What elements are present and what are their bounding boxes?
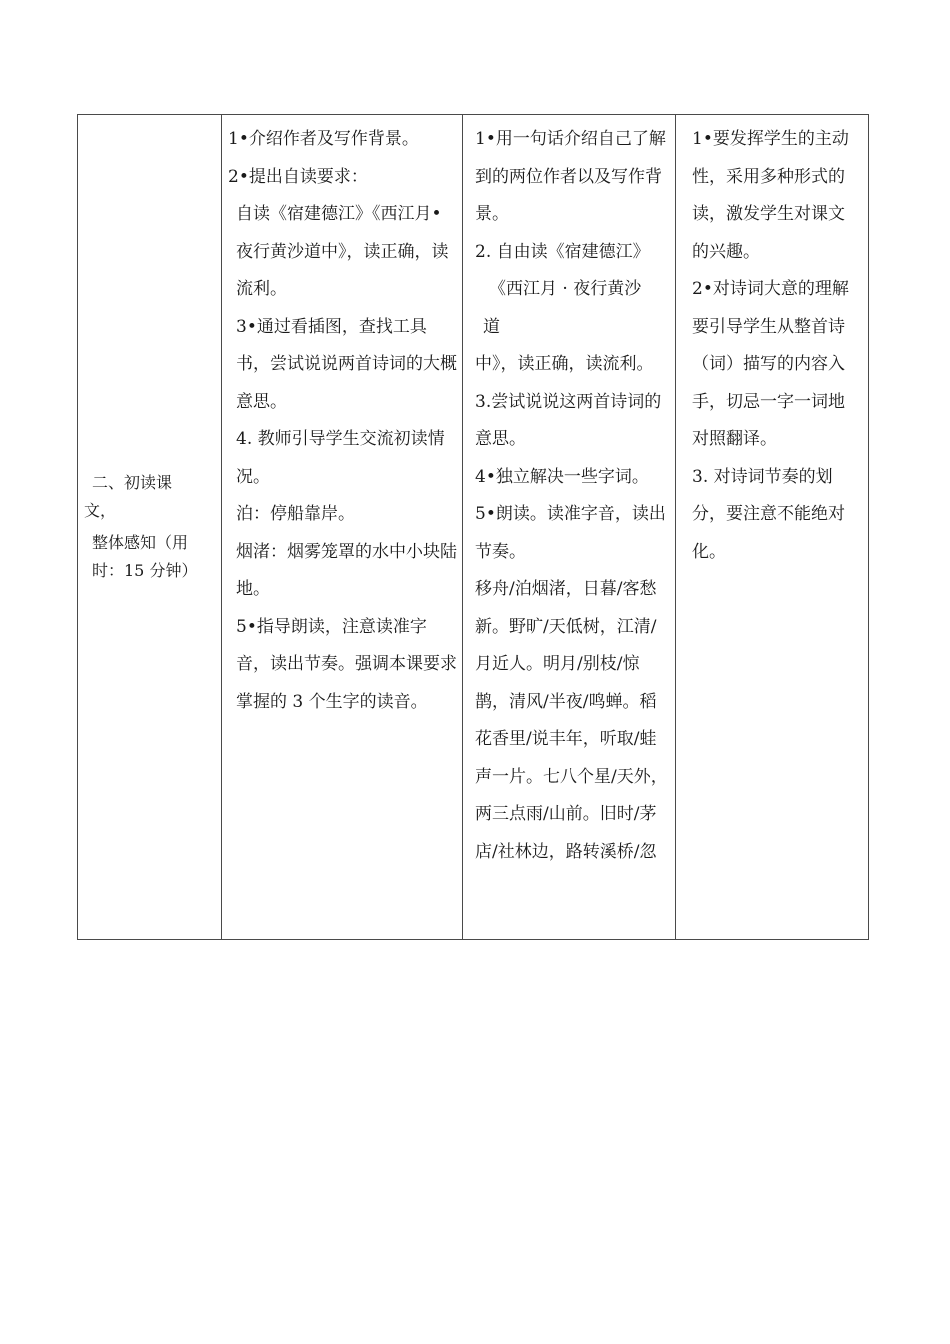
student-activities-cell [463, 115, 676, 940]
table-row [78, 115, 869, 940]
student-step: 1•用一句话介绍自己了解到的两位作者以及写作背景。 [475, 129, 666, 224]
student-step: 2. 自由读《宿建德江》 [475, 241, 650, 262]
intent-item: 2•对诗词大意的理解要引导学生从整首诗（词）描写的内容入手，切忌一字一词地对照翻译。 [692, 279, 849, 449]
word-note: 泊：停船靠岸。 [236, 504, 355, 524]
section-subtitle-line: 时：15 分钟） [92, 561, 198, 580]
teacher-step: 4. 教师引导学生交流初读情况。 [236, 429, 445, 487]
section-cell [78, 115, 222, 940]
section-label [78, 469, 221, 585]
teacher-step: 自读《宿建德江》《西江月•夜行黄沙道中》，读正确，读流利。 [236, 204, 449, 299]
student-step: 4•独立解决一些字词。 [475, 466, 649, 487]
teacher-activities [222, 115, 462, 721]
student-step: 5•朗读。读准字音，读出节奏。 [475, 504, 666, 562]
student-step: 道 [483, 316, 500, 337]
student-step: 3.尝试说说这两首诗词的意思。 [475, 391, 662, 449]
teacher-step: 1•介绍作者及写作背景。 [228, 129, 419, 149]
student-step: 《西江月 · 夜行黄沙 [489, 279, 642, 299]
design-intent [676, 115, 868, 571]
word-note: 烟渚：烟雾笼罩的水中小块陆地。 [236, 541, 457, 599]
section-title-line: 文， [84, 501, 117, 520]
lesson-plan-table [77, 114, 869, 940]
section-title-line: 二、初读课 [92, 473, 173, 492]
intent-item: 3. 对诗词节奏的划分，要注意不能绝对化。 [692, 466, 845, 562]
teacher-step: 3•通过看插图，查找工具书，尝试说说两首诗词的大概意思。 [236, 316, 457, 412]
intent-item: 1•要发挥学生的主动性，采用多种形式的读，激发学生对课文的兴趣。 [692, 129, 849, 262]
design-intent-cell [676, 115, 869, 940]
student-step: 中》，读正确，读流利。 [475, 354, 654, 374]
student-activities [463, 115, 675, 939]
poem-rhythm-text: 移舟/泊烟渚，日暮/客愁新。野旷/天低树，江清/月近人。明月/别枝/惊鹊，清风/半夜/鸣蝉。稻花香里/说丰年，听取/蛙声一片。七八个星/天外，两三点雨/山前。旧时/茅店/社林边，路转溪桥/忽 [475, 579, 668, 862]
teacher-step: 5•指导朗读，注意读准字音，读出节奏。强调本课要求掌握的 3 个生字的读音。 [236, 616, 457, 712]
section-subtitle-line: 整体感知（用 [92, 533, 189, 552]
teacher-activities-cell [222, 115, 463, 940]
teacher-step: 2•提出自读要求： [228, 166, 368, 187]
